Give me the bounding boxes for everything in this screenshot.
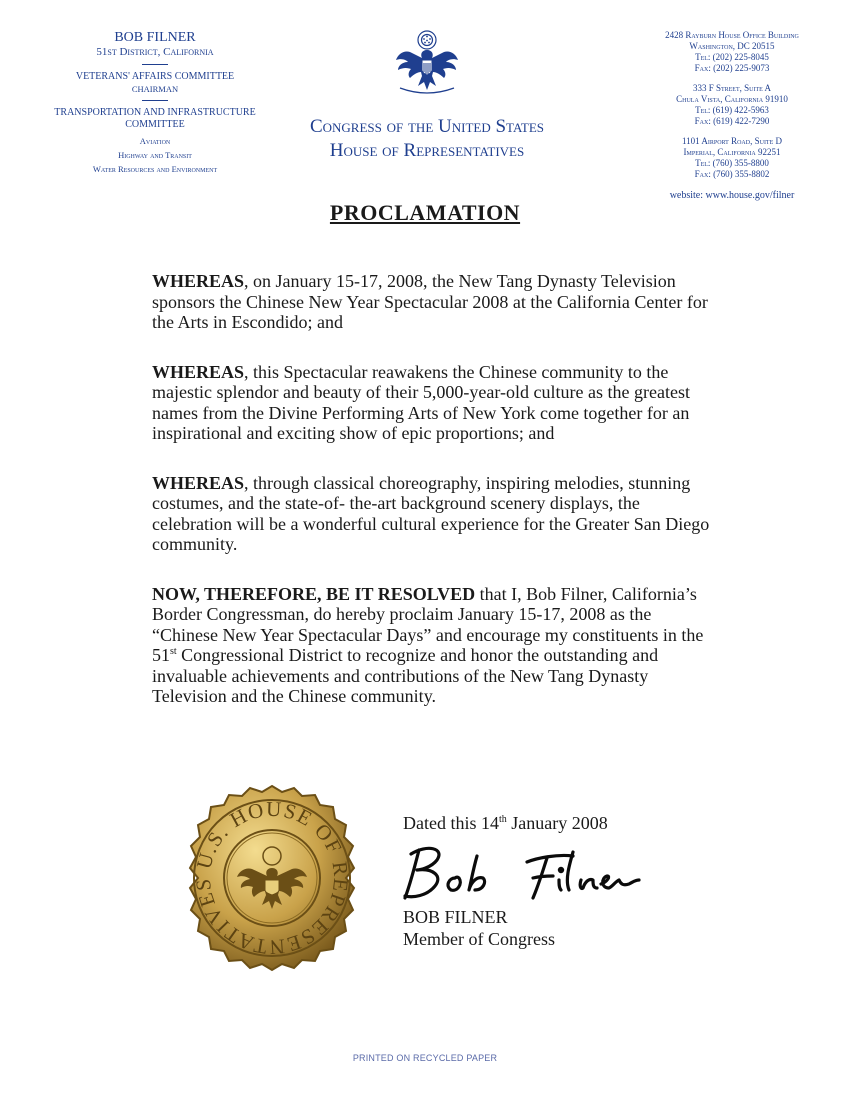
- district: 51st District, California: [96, 46, 214, 58]
- proclamation-body: [152, 271, 712, 736]
- house-name: House of Representatives: [329, 140, 525, 161]
- divider: [142, 100, 168, 101]
- subcommittee-water: Water Resources and Environment: [92, 164, 218, 174]
- office-imperial-tel: Tel: (760) 355-8800: [695, 158, 769, 168]
- office-chula-address: 333 F Street, Suite A: [692, 83, 772, 93]
- office-imperial-fax: Fax: (760) 355-8802: [694, 169, 770, 179]
- paragraph-text: , through classical choreography, inspiring melodies, stunning costumes, and the state-of- the-art background scenery displays, the celebration will be a wonderful cultural experience for the Greater San Diego community.: [152, 472, 710, 554]
- document-title: PROCLAMATION: [329, 200, 521, 225]
- paragraph-whereas-1: [152, 271, 712, 333]
- paragraph-resolved: [152, 584, 712, 707]
- ordinal-suffix: th: [499, 814, 507, 825]
- subcommittee-highway: Highway and Transit: [118, 150, 192, 160]
- paragraph-whereas-3: [152, 473, 712, 555]
- office-dc-tel: Tel: (202) 225-8045: [695, 52, 769, 62]
- dated-text: Dated this 14: [403, 813, 499, 833]
- letterhead-right: [632, 30, 832, 201]
- paragraph-text: , on January 15-17, 2008, the New Tang Dynasty Television sponsors the Chinese New Year Spectacular 2008 at the California Center for the Arts in Escondido; and: [152, 271, 708, 332]
- paragraph-text: that I, Bob Filner, California’s Border Congressman, do hereby proclaim January 15-17, 2008 as the “Chinese New Year Spectacular Days” and encourage my constituents in the 51: [152, 583, 704, 665]
- seal-text: U.S. HOUSE OF REPRESENTATIVES: [190, 796, 354, 960]
- office-dc-city: Washington, DC 20515: [689, 41, 775, 51]
- house-seal-icon: [176, 782, 368, 974]
- office-chula-tel: Tel: (619) 422-5963: [695, 105, 769, 115]
- congress-name: Congress of the United States: [309, 116, 545, 137]
- office-dc-address: 2428 Rayburn House Office Building: [665, 30, 799, 40]
- paragraph-whereas-2: [152, 362, 712, 444]
- website: website: www.house.gov/filner: [669, 190, 795, 201]
- ordinal-suffix: st: [170, 646, 177, 657]
- dated-line: [403, 812, 723, 834]
- committee-transportation: TRANSPORTATION AND INFRASTRUCTURE COMMITTEE: [54, 107, 256, 130]
- committee-veterans: VETERANS' AFFAIRS COMMITTEE: [75, 71, 235, 82]
- paragraph-lead: WHEREAS: [152, 361, 245, 382]
- paragraph-text: , this Spectacular reawakens the Chinese community to the majestic splendor and beauty of their 5,000-year-old culture as the greatest names from the Divine Performing Arts of New York come together for an inspirational and exciting show of epic proportions; and: [152, 361, 690, 443]
- office-chula-fax: Fax: (619) 422-7290: [694, 116, 770, 126]
- handwritten-signature: [397, 840, 657, 902]
- eagle-emblem-icon: [392, 28, 462, 98]
- dated-text: January 2008: [506, 813, 608, 833]
- committee-role: CHAIRMAN: [131, 84, 179, 94]
- footer-recycled: PRINTED ON RECYCLED PAPER: [352, 1053, 498, 1063]
- paragraph-lead: NOW, THEREFORE, BE IT RESOLVED: [152, 583, 476, 604]
- letterhead-center: [262, 115, 592, 163]
- subcommittee-aviation: Aviation: [139, 136, 171, 146]
- letterhead-left: [50, 30, 260, 176]
- office-imperial-address: 1101 Airport Road, Suite D: [681, 136, 783, 146]
- office-imperial-city: Imperial, California 92251: [683, 147, 781, 157]
- paragraph-lead: WHEREAS: [152, 271, 245, 291]
- office-chula-city: Chula Vista, California 91910: [676, 94, 788, 104]
- signature-block: [403, 812, 723, 950]
- signer-role: Member of Congress: [403, 929, 555, 949]
- divider: [142, 64, 168, 65]
- signer-name: BOB FILNER: [403, 907, 508, 927]
- paragraph-text: Congressional District to recognize and honor the outstanding and invaluable achievements and contributions of the New Tang Dynasty Television and the Chinese community.: [152, 645, 659, 706]
- member-name: BOB FILNER: [114, 30, 196, 45]
- office-dc-fax: Fax: (202) 225-9073: [694, 63, 770, 73]
- paragraph-lead: WHEREAS: [152, 472, 245, 493]
